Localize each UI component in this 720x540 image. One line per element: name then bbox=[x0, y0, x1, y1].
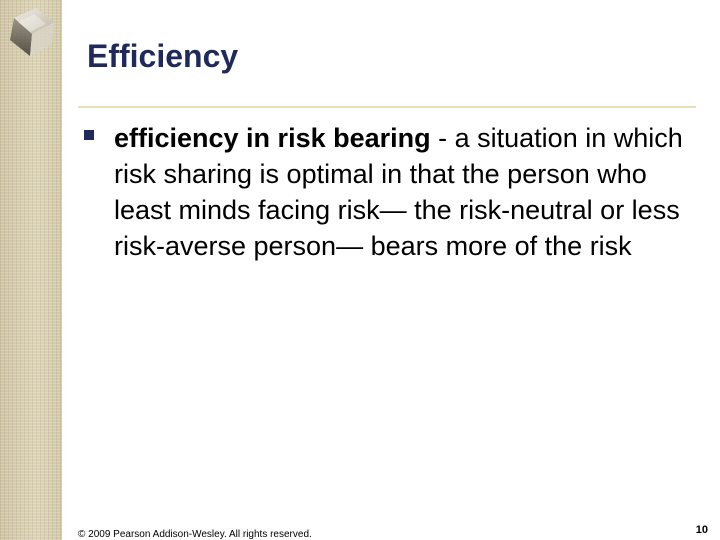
bullet-separator: - bbox=[430, 123, 455, 153]
slide-title: Efficiency bbox=[87, 38, 239, 74]
page-number: 10 bbox=[695, 524, 708, 536]
bullet-term: efficiency in risk bearing bbox=[114, 123, 431, 153]
decorative-side-strip bbox=[0, 0, 62, 540]
bullet-item bbox=[84, 120, 694, 264]
square-bullet-icon bbox=[84, 130, 94, 140]
bullet-text bbox=[114, 120, 694, 264]
bullet-definition: a situation in which risk sharing is optimal in that the person who least minds facing risk— the risk-neutral or less risk-averse person— bears more of the risk bbox=[114, 123, 683, 261]
glass-cube-icon bbox=[0, 0, 62, 60]
title-divider bbox=[78, 106, 696, 108]
copyright-footer: © 2009 Pearson Addison-Wesley. All rights reserved. bbox=[78, 529, 312, 540]
